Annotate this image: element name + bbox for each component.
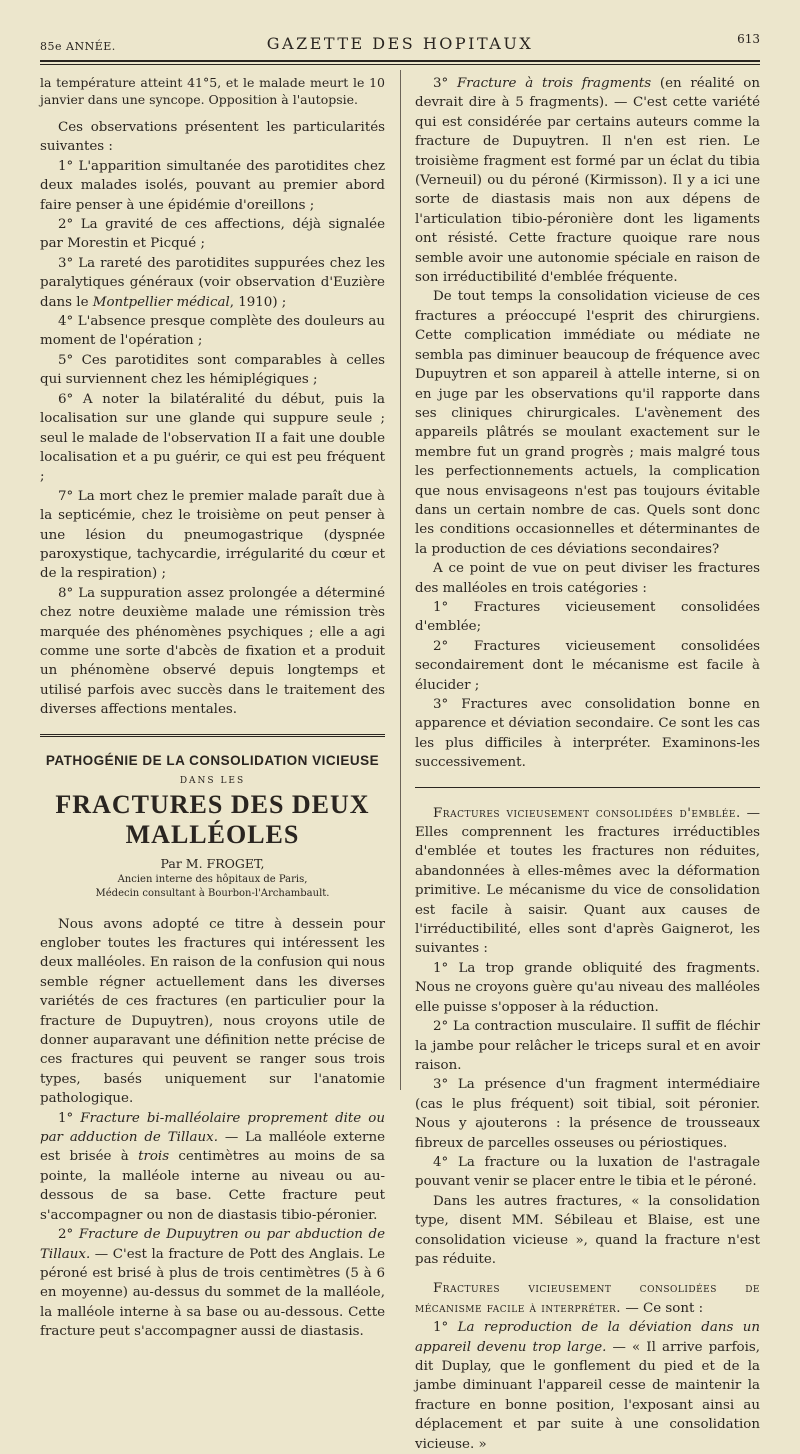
left-column xyxy=(40,74,385,1342)
paragraph: 4° La fracture ou la luxation de l'astragale pouvant venir se placer entre le tibia et le péroné. xyxy=(415,1154,760,1190)
paragraph: 3° Fractures avec consolidation bonne en apparence et déviation secondaire. Ce sont les cas les plus difficiles à interpréter. Examinons-les successivement. xyxy=(415,697,760,771)
text-run: (en réalité on devrait dire à 5 fragments). — C'est cette variété qui est considérée par certains auteurs comme la fracture de Dupuytren. Il n'en est rien. Le troisième fragment est formé par un éclat du tibia (Verneuil) ou du péroné (Kirmisson). Il y a ici une sorte de diastasis mais non aux dépens de l'articulation tibio-péronière dont les ligaments ont résisté. Cette fracture quoique rare nous semble avoir une autonomie spéciale en raison de son irréductibilité d'emblée fréquente. xyxy=(415,76,760,286)
emphasis: trois xyxy=(138,1149,170,1165)
year-label: 85e ANNÉE. xyxy=(40,40,116,53)
paragraph xyxy=(40,1225,385,1341)
article-heading-connector: DANS LES xyxy=(179,775,246,786)
paragraph xyxy=(415,1318,760,1454)
paragraph: 7° La mort chez le premier malade paraît due à la septicémie, chez le troisième on peut penser à une lésion du pneumogastrique (dyspnée paroxystique, tachycardie, irrégularité du cœur et de la respiration) ; xyxy=(40,488,385,582)
fracture-type-title: Fracture de Dupuytren ou par abduction de Tillaux. xyxy=(40,1227,385,1262)
paragraph: Nous avons adopté ce titre à dessein pour englober toutes les fractures qui intéressent les deux malléoles. En raison de la confusion qui nous semble régner actuellement dans les diverses variétés de ces fractures (en particulier pour la fracture de Dupuytren), nous croyons utile de donner auparavant une définition nette précise de ces fractures qui peuvent se ranger sous trois types, basés uniquement sur l'anatomie pathologique. xyxy=(40,916,385,1107)
text-run: — La malléole externe est brisée à xyxy=(40,1130,385,1165)
header-rule-thick xyxy=(40,60,760,62)
paragraph: Ces observations présentent les particularités suivantes : xyxy=(40,120,385,155)
text-run: 3° xyxy=(433,76,457,91)
text-run: centimètres au moins de sa pointe, la malléole interne au niveau ou au-dessous de sa base. Cette fracture peut s'accompagner ou non de diastasis tibio-péronier. xyxy=(40,1149,385,1223)
article-author: Par M. FROGET, xyxy=(160,855,265,871)
paragraph: 4° L'absence presque complète des douleurs au moment de l'opération ; xyxy=(40,314,385,349)
right-column xyxy=(415,74,760,1454)
paragraph: Dans les autres fractures, « la consolidation type, disent MM. Sébileau et Blaise, est une consolidation vicieuse », quand la fracture n'est pas réduite. xyxy=(415,1193,760,1267)
section-heading: Fractures vicieusement consolidées de mécanisme facile à interpréter. xyxy=(415,1281,760,1316)
text-run: — Ce sont : xyxy=(621,1300,704,1316)
text-run: — « Il arrive parfois, dit Duplay, que le gonflement du pied et de la jambe diminuant l'appareil cesse de maintenir la fracture en bonne position, l'exposant ainsi au déplacement et par suite à une consolidation vicieuse. » xyxy=(415,1339,761,1452)
article-separator xyxy=(40,734,385,737)
paragraph: 2° La gravité de ces affections, déjà signalée par Morestin et Picqué ; xyxy=(40,217,385,252)
paragraph xyxy=(40,254,385,312)
paragraph: la température atteint 41°5, et le malade meurt le 10 janvier dans une syncope. Opposition à l'autopsie. xyxy=(40,75,385,107)
paragraph: De tout temps la consolidation vicieuse de ces fractures a préoccupé l'esprit des chirurgiens. Cette complication immédiate ou médiate ne sembla pas diminuer beaucoup de fréquence avec Dupuytren et son appareil à attelle interne, si on en juge par les observations qu'il rapporte dans ses cliniques chirurgicales. L'avènement des appareils plâtrés se moulant exactement sur le membre fut un grand progrès ; mais malgré tous les perfectionnements actuels, la complication que nous envisageons n'est pas toujours évitable dans un certain nombre de cas. Quels sont donc les conditions occasionnelles et déterminantes de la production de ces déviations secondaires? xyxy=(415,289,760,557)
page-number: 613 xyxy=(737,32,760,46)
article-title: FRACTURES DES DEUX MALLÉOLES xyxy=(55,789,370,849)
text-run: — Elles comprennent les fractures irréductibles d'emblée et toutes les fractures non réduites, abandonnées à elles-mêmes avec la déformation primitive. Le mécanisme du vice de consolidation est facile à saisir. Quant aux causes de l'irréductibilité, elles sont d'après Gaignerot, les suivantes : xyxy=(415,805,760,957)
section-heading: Fractures vicieusement consolidées d'emblée. xyxy=(433,805,741,821)
paragraph: 2° Fractures vicieusement consolidées secondairement dont le mécanisme est facile à élucider ; xyxy=(415,638,760,693)
paragraph: 8° La suppuration assez prolongée a déterminé chez notre deuxième malade une rémission très marquée des phénomènes psychiques ; elle a agi comme une sorte d'abcès de fixation et a produit un phénomène observé depuis longtemps et utilisé parfois avec succès dans le traitement des diverses affections mentales. xyxy=(40,585,385,718)
journal-citation: Montpellier médical xyxy=(92,294,230,310)
paragraph xyxy=(415,1279,760,1318)
article-heading: PATHOGÉNIE DE LA CONSOLIDATION VICIEUSE xyxy=(45,752,380,768)
text-run: 3° La rareté des parotidites suppurées chez les paralytiques généraux (voir observation d'Euzière dans le xyxy=(40,255,385,310)
author-affiliation: Médecin consultant à Bourbon-l'Archambault. xyxy=(95,887,330,899)
page-header xyxy=(40,30,760,64)
paragraph: 1° La trop grande obliquité des fragments. Nous ne croyons guère qu'au niveau des malléoles elle puisse s'opposer à la réduction. xyxy=(415,960,760,1015)
paragraph: 1° Fractures vicieusement consolidées d'emblée; xyxy=(415,599,760,635)
paragraph: 5° Ces parotidites sont comparables à celles qui surviennent chez les hémiplégiques ; xyxy=(40,352,385,388)
text-run: — C'est la fracture de Pott des Anglais. Le péroné est brisé à plus de trois centimètres (5 à 6 en moyenne) au-dessus du sommet de la malléole, la malléole interne à sa base ou au-dessous. Cette fracture peut s'accompagner aussi de diastasis. xyxy=(40,1246,385,1340)
journal-title: GAZETTE DES HOPITAUX xyxy=(266,34,534,53)
paragraph: 3° La présence d'un fragment intermédiaire (cas le plus fréquent) soit tibial, soit péronier. Nous y ajouterons : la présence de trousseaux fibreux de parcelles osseuses ou périostiques. xyxy=(415,1077,760,1151)
paragraph xyxy=(40,1109,385,1225)
paragraph: 2° La contraction musculaire. Il suffit de fléchir la jambe pour relâcher le triceps sural et en avoir raison. xyxy=(415,1019,760,1073)
fracture-type-title: Fracture à trois fragments xyxy=(456,76,652,91)
paragraph xyxy=(415,804,760,959)
text-run: , 1910) ; xyxy=(229,294,287,310)
text-run: 2° xyxy=(58,1227,79,1243)
paragraph: 6° A noter la bilatéralité du début, puis la localisation sur une glande qui suppure seule ; seul le malade de l'observation II a fait une double localisation et a pu guérir, ce qui est peu fréquent ; xyxy=(40,391,385,485)
fracture-type-title: Fracture bi-malléolaire proprement dite ou par adduction de Tillaux. xyxy=(40,1110,385,1146)
author-affiliation: Ancien interne des hôpitaux de Paris, xyxy=(117,873,308,885)
emphasis: La reproduction de la déviation dans un appareil devenu trop large. xyxy=(415,1320,760,1355)
column-divider xyxy=(400,70,401,1090)
header-rule-thin xyxy=(40,64,760,65)
paragraph: A ce point de vue on peut diviser les fractures des malléoles en trois catégories : xyxy=(415,561,760,596)
section-separator xyxy=(415,787,760,788)
paragraph xyxy=(415,74,760,287)
paragraph: 1° L'apparition simultanée des parotidites chez deux malades isolés, pouvant au premier abord faire penser à une épidémie d'oreillons ; xyxy=(40,158,385,213)
text-run: 1° xyxy=(433,1320,458,1336)
text-run: 1° xyxy=(58,1110,81,1126)
